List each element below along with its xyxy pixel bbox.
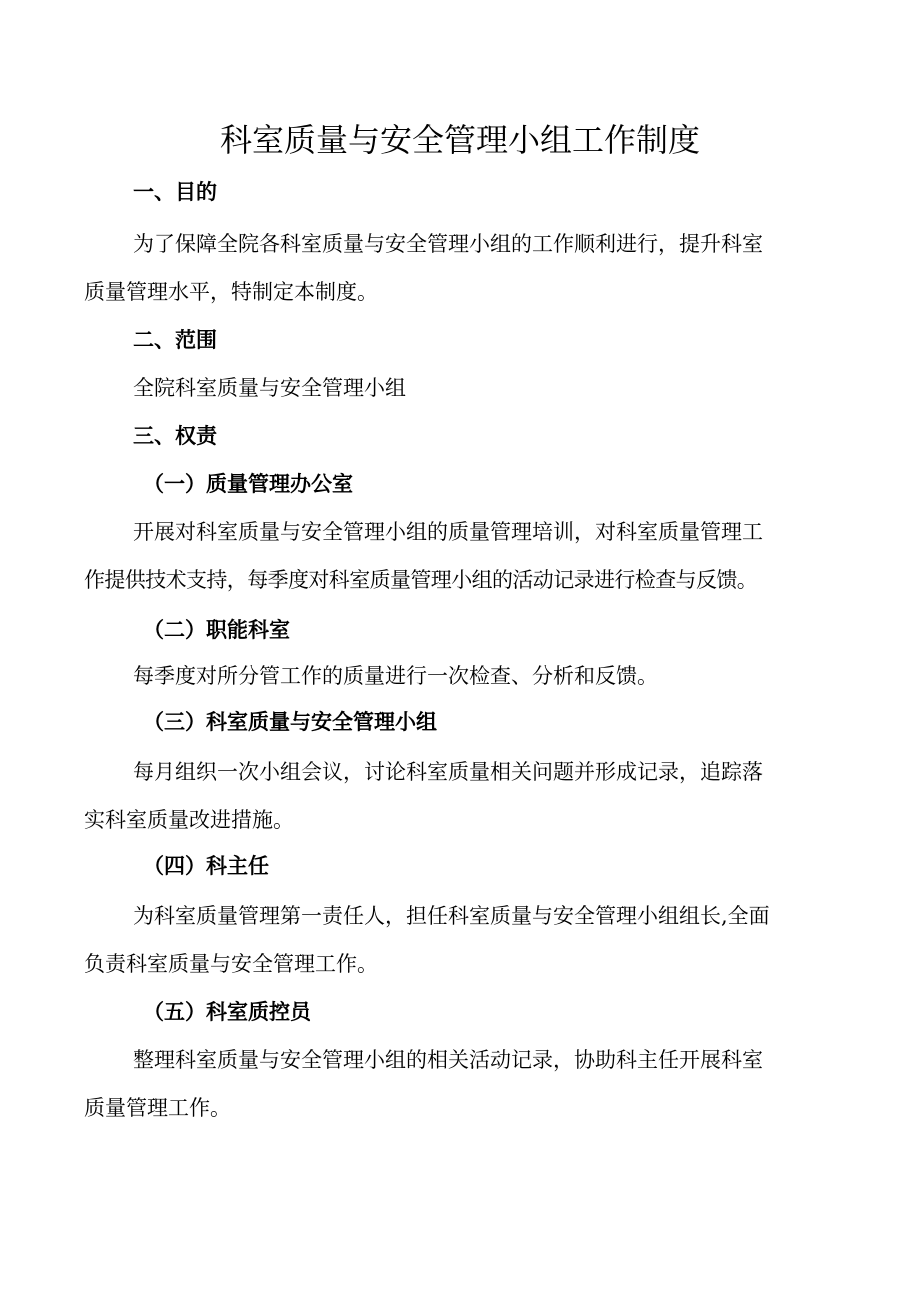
subsection-heading-dept-director: （四）科主任 <box>143 854 269 878</box>
subsection-heading-qc-officer: （五）科室质控员 <box>143 1000 311 1024</box>
functional-dept-text-line-1: 每季度对所分管工作的质量进行一次检查、分析和反馈。 <box>133 664 658 688</box>
purpose-text-line-2: 质量管理水平，特制定本制度。 <box>84 280 378 304</box>
dept-director-text-line-1: 为科室质量管理第一责任人，担任科室质量与安全管理小组组长,全面 <box>133 904 770 928</box>
subsection-heading-dept-group: （三）科室质量与安全管理小组 <box>143 710 437 734</box>
subsection-heading-quality-office: （一）质量管理办公室 <box>143 472 353 496</box>
dept-group-text-line-1: 每月组织一次小组会议，讨论科室质量相关问题并形成记录，追踪落 <box>133 760 763 784</box>
qc-officer-text-line-2: 质量管理工作。 <box>84 1096 231 1120</box>
dept-group-text-line-2: 实科室质量改进措施。 <box>84 808 294 832</box>
section-heading-responsibilities: 三、权责 <box>133 424 217 448</box>
quality-office-text-line-1: 开展对科室质量与安全管理小组的质量管理培训，对科室质量管理工 <box>133 520 763 544</box>
section-heading-scope: 二、范围 <box>133 328 217 352</box>
quality-office-text-line-2: 作提供技术支持，每季度对科室质量管理小组的活动记录进行检查与反馈。 <box>84 568 758 592</box>
dept-director-text-line-2: 负责科室质量与安全管理工作。 <box>84 952 378 976</box>
section-heading-purpose: 一、目的 <box>133 180 217 204</box>
scope-text-line-1: 全院科室质量与安全管理小组 <box>133 376 406 400</box>
qc-officer-text-line-1: 整理科室质量与安全管理小组的相关活动记录，协助科主任开展科室 <box>133 1048 763 1072</box>
purpose-text-line-1: 为了保障全院各科室质量与安全管理小组的工作顺利进行，提升科室 <box>133 232 763 256</box>
document-title: 科室质量与安全管理小组工作制度 <box>219 121 700 159</box>
subsection-heading-functional-dept: （二）职能科室 <box>143 618 290 642</box>
